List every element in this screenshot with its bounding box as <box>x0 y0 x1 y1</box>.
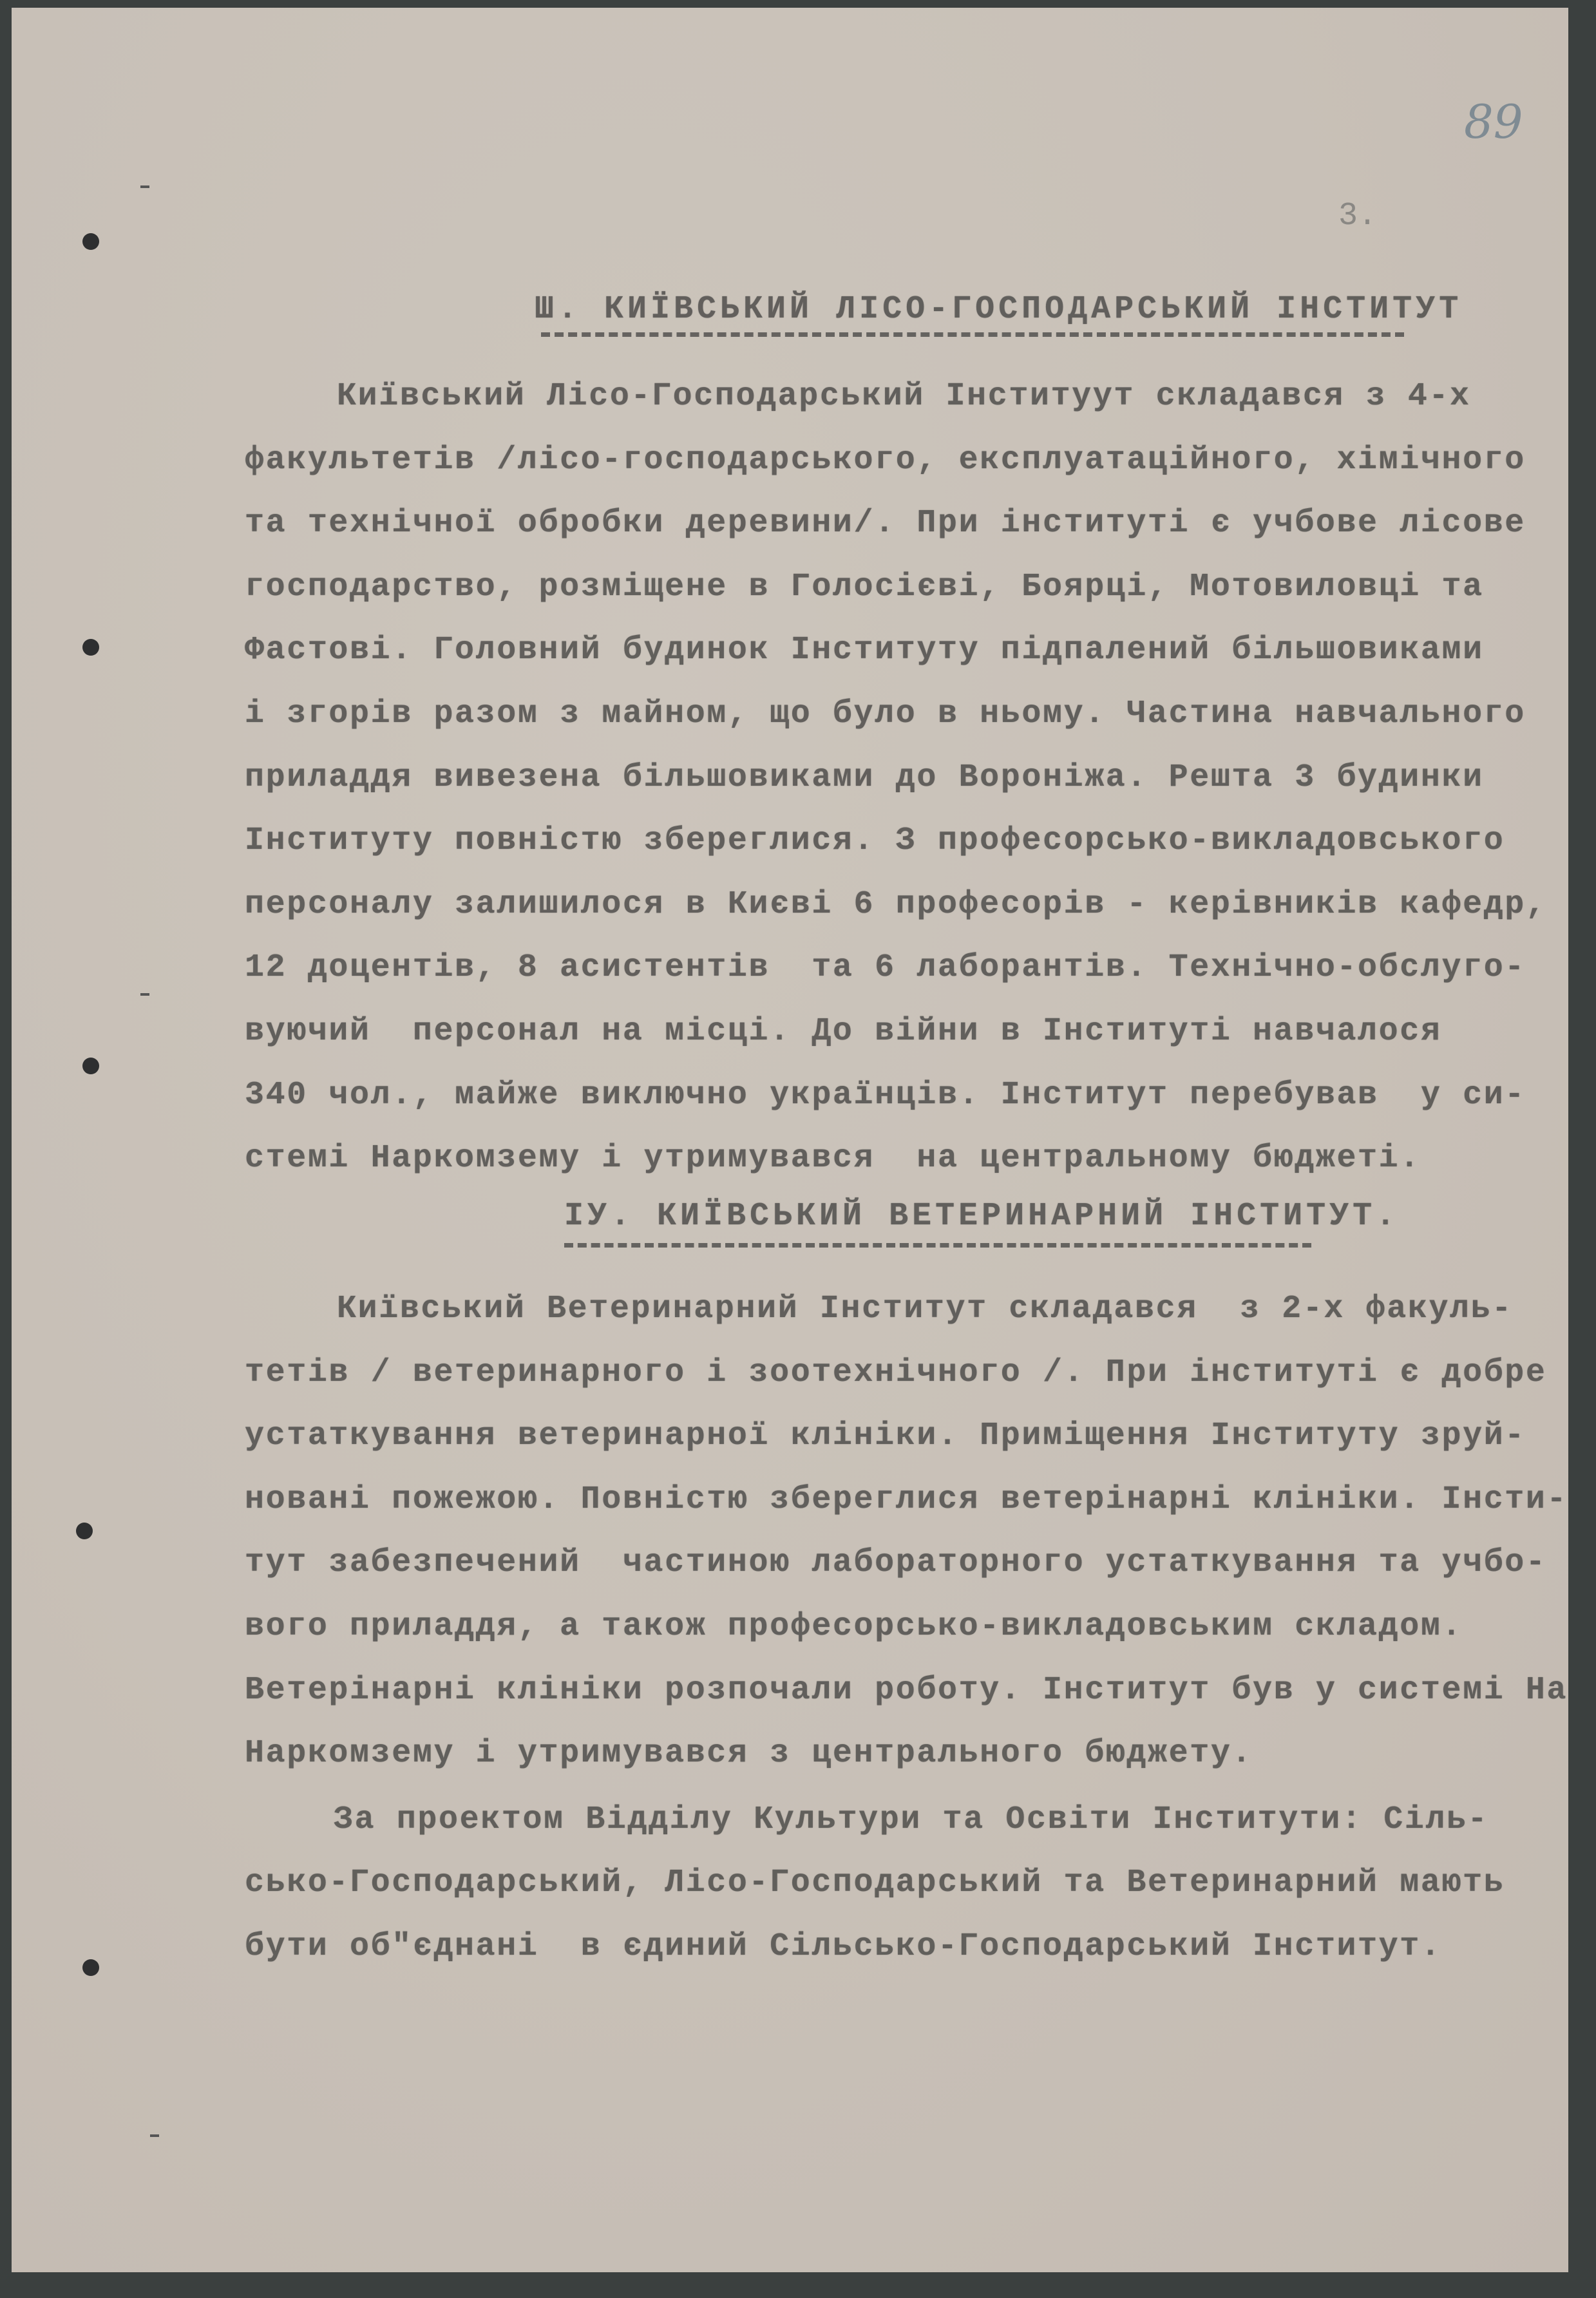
text-line: і згорів разом з майном, що було в ньому. Частина навчального <box>245 696 1526 732</box>
text-line: 12 доцентів, 8 асистентів та 6 лаборантів. Технічно-обслуго- <box>245 949 1526 987</box>
text-line: Фастові. Головний будинок Інституту підпалений більшовиками <box>245 632 1484 669</box>
text-line: персоналу залишилося в Києві 6 професорів - керівників кафедр, <box>245 886 1547 923</box>
text-line: Київський Ветеринарний Інститут складався з 2-х факуль- <box>337 1291 1513 1327</box>
text-line: бути об"єднані в єдиний Сільсько-Господарський Інститут. <box>245 1928 1442 1965</box>
text-line: новані пожежою. Повністю збереглися ветерінарні клініки. Інсти- <box>245 1481 1568 1518</box>
section-heading: Ш. КИЇВСЬКИЙ ЛІСО-ГОСПОДАРСЬКИЙ ІНСТИТУТ <box>535 291 1463 328</box>
archive-folio-number: 89 <box>1464 95 1523 149</box>
text-line: За проектом Відділу Культури та Освіти Інститути: Сіль- <box>334 1801 1489 1838</box>
page-number: 3. <box>1338 198 1378 234</box>
punch-hole <box>82 1959 99 1976</box>
punch-hole <box>76 1523 93 1539</box>
text-line: Інституту повністю збереглися. З професорсько-викладовського <box>245 822 1505 860</box>
text-line: Київський Лісо-Господарський Інституут складався з 4-х <box>337 378 1471 415</box>
text-line: сько-Господарський, Лісо-Господарський та Ветеринарний мають <box>245 1865 1505 1902</box>
text-line: 340 чол., майже виключно українців. Інститут перебував у си- <box>245 1076 1526 1114</box>
punch-hole <box>82 233 99 250</box>
text-line: тетів / ветеринарного і зоотехнічного /. При інституті є добре <box>245 1354 1547 1391</box>
document-page <box>12 8 1568 2272</box>
text-line: стемі Наркомзему і утримувався на центральному бюджеті. <box>245 1140 1421 1177</box>
text-line: устаткування ветеринарної клініки. Приміщення Інституту зруй- <box>245 1418 1526 1455</box>
text-line: приладдя вивезена більшовиками до Вороніжа. Решта 3 будинки <box>245 759 1484 796</box>
punch-hole <box>82 1058 99 1074</box>
margin-mark <box>140 185 149 188</box>
punch-hole <box>82 639 99 656</box>
margin-mark <box>140 993 149 996</box>
text-line: Наркомзему і утримувався з центрального бюджету. <box>245 1735 1253 1772</box>
text-line: факультетів /лісо-господарського, експлуатаційного, хімічного <box>245 441 1526 479</box>
text-line: тут забезпечений частиною лабораторного устаткування та учбо- <box>245 1544 1547 1582</box>
text-line: Ветерінарні клініки розпочали роботу. Інститут був у системі На <box>245 1671 1568 1709</box>
margin-mark <box>150 2134 159 2137</box>
heading-underline <box>541 332 1404 337</box>
text-line: вуючий персонал на місці. До війни в Інституті навчалося <box>245 1013 1442 1050</box>
text-line: вого приладдя, а також професорсько-викладовським складом. <box>245 1608 1463 1645</box>
text-line: та технічної обробки деревини/. При інституті є учбове лісове <box>245 505 1526 542</box>
section-heading: ІУ. КИЇВСЬКИЙ ВЕТЕРИНАРНИЙ ІНСТИТУТ. <box>564 1198 1400 1235</box>
heading-underline <box>564 1243 1311 1248</box>
text-line: господарство, розміщене в Голосієві, Боярці, Мотовиловці та <box>245 568 1484 605</box>
